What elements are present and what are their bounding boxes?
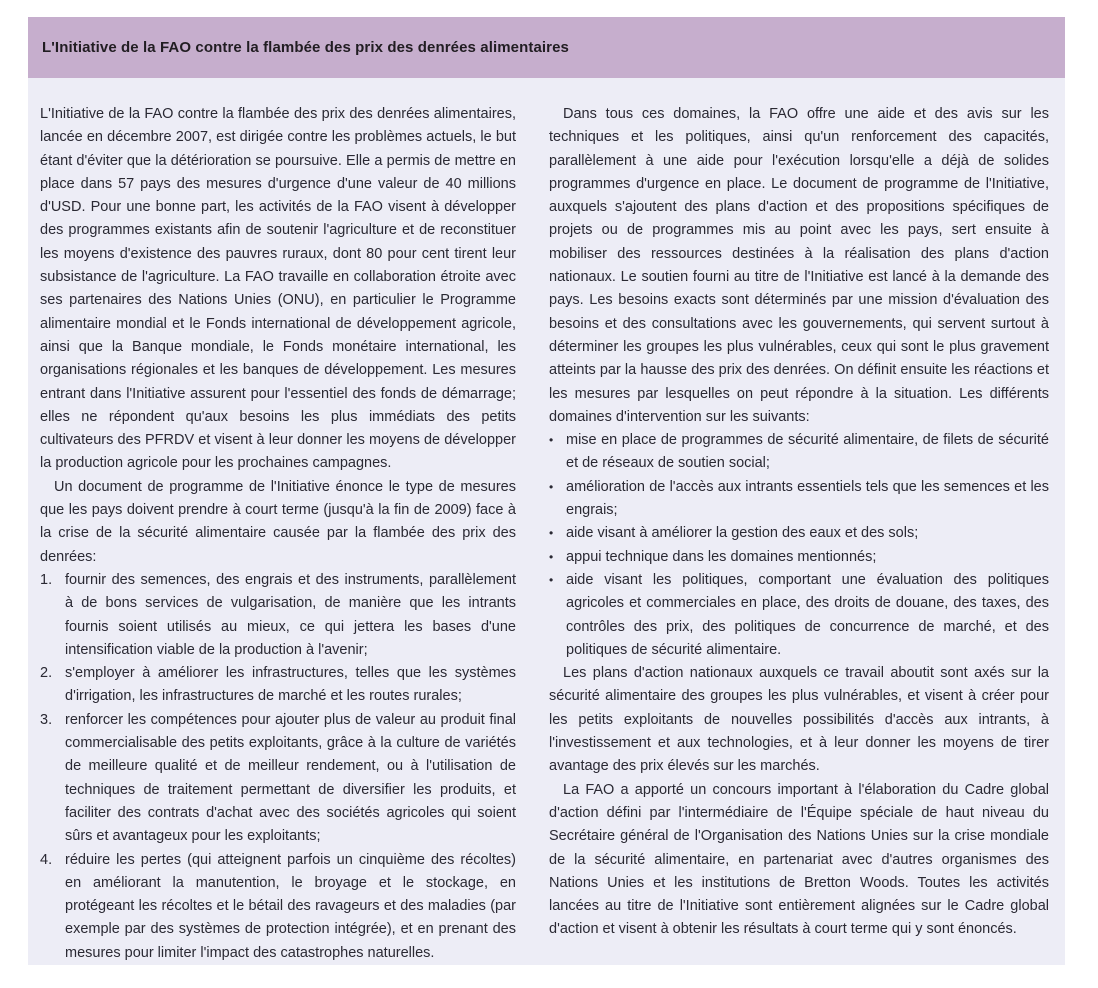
bullet-item [549,569,1049,662]
bullet-icon: • [549,479,554,494]
item-text: aide visant à améliorer la gestion des eaux et des sols; [566,525,919,542]
column-gap [516,103,549,945]
panel-title: L'Initiative de la FAO contre la flambée des prix des denrées alimentaires [42,39,569,56]
bullet-icon: • [549,433,554,448]
item-text: amélioration de l'accès aux intrants essentiels tels que les semences et les engrais; [566,478,1049,519]
item-number: 2. [40,665,53,682]
item-text: fournir des semences, des engrais et des instruments, parallèlement à de bons services de vulgarisation, de manière que les intrants fournis soient utilisés au mieux, ce qui jettera les bases d'une intensification viable de la production à l'avenir; [65,571,516,658]
right-column [549,103,1049,945]
numbered-item [40,569,516,662]
panel-body [28,78,1065,965]
item-text: réduire les pertes (qui atteignent parfois un cinquième des récoltes) en améliorant la manutention, le broyage et le stockage, en protégeant les récoltes et le bétail des ravageurs et des maladies (par exemple par des systèmes de protection intégrée), et en prenant des mesures pour limiter l'impact des catastrophes naturelles. [65,851,516,961]
item-text: appui technique dans les domaines mentionnés; [566,548,877,565]
bullet-item [549,429,1049,476]
bullet-icon: • [549,526,554,541]
item-text: mise en place de programmes de sécurité alimentaire, de filets de sécurité et de réseaux de soutien social; [566,432,1049,472]
bullet-item [549,522,1049,545]
paragraph: Les plans d'action nationaux auxquels ce travail aboutit sont axés sur la sécurité alimentaire des groupes les plus vulnérables, et visent à créer pour les petits exploitants de nouvelles possibilités d'accès aux intrants, à l'investissement et aux technologies, et à leur donner les moyens de tirer avantage des prix élevés sur les marchés. [549,665,1049,775]
item-number: 1. [40,571,53,588]
item-text: renforcer les compétences pour ajouter plus de valeur au produit final commercialisable des petits exploitants, grâce à la culture de variétés de meilleure qualité et de meilleur rendement, ou à l'utilisation de techniques de traitement permettant de diversifier les produits, et faciliter des contrats d'achat avec des sociétés agricoles qui soient sûrs et avantageux pour les exploitants; [65,711,516,845]
paragraph: La FAO a apporté un concours important à l'élaboration du Cadre global d'action défini par l'intermédiaire de l'Équipe spéciale de haut niveau du Secrétaire général de l'Organisation des Nations Unies sur la crise mondiale de la sécurité alimentaire, en partenariat avec d'autres organismes des Nations Unies et les institutions de Bretton Woods. Toutes les activités lancées au titre de l'Initiative sont entièrement alignées sur le Cadre global d'action et visent à obtenir les résultats à court terme qui y sont énoncés. [549,781,1049,938]
numbered-item [40,662,516,709]
bullet-item [549,476,1049,523]
numbered-item [40,849,516,965]
bullet-item [549,546,1049,569]
numbered-item [40,709,516,849]
item-number: 3. [40,711,53,728]
paragraph: Un document de programme de l'Initiative énonce le type de mesures que les pays doivent prendre à court terme (jusqu'à la fin de 2009) face à la crise de la sécurité alimentaire causée par la flambée des prix des denrées: [40,478,516,565]
bullet-icon: • [549,572,554,587]
fao-initiative-text-box [28,17,1065,965]
bullet-icon: • [549,549,554,564]
item-text: s'employer à améliorer les infrastructures, telles que les systèmes d'irrigation, les infrastructures de marché et les routes rurales; [65,665,516,705]
left-column [40,103,516,961]
paragraph: Dans tous ces domaines, la FAO offre une aide et des avis sur les techniques et les politiques, ainsi qu'un renforcement des capacités, parallèlement à une aide pour l'exécution lorsqu'elle a déjà de solides programmes d'urgence en place. Le document de programme de l'Initiative, auxquels s'ajoutent des plans d'action et des propositions spécifiques de projets ou de programmes mis au point avec les pays, sert ensuite à mobiliser des ressources destinées à la réalisation des plans d'action nationaux. Le soutien fourni au titre de l'Initiative est lancé à la demande des pays. Les besoins exacts sont déterminés par une mission d'évaluation des besoins et des consultations avec les gouvernements, qui servent surtout à déterminer les groupes les plus vulnérables, ceux qui sont le plus gravement atteints par la hausse des prix des denrées. On définit ensuite les réactions et les mesures par lesquelles on peut répondre à la situation. Les différents domaines d'intervention sur les suivants: [549,106,1049,425]
paragraph: L'Initiative de la FAO contre la flambée des prix des denrées alimentaires, lancée en décembre 2007, est dirigée contre les problèmes actuels, le but étant d'éviter que la détérioration se poursuive. Elle a permis de mettre en place dans 57 pays des mesures d'urgence d'une valeur de 40 millions d'USD. Pour une bonne part, les activités de la FAO visent à développer des programmes existants afin de soutenir l'agriculture et de reconstituer les moyens d'existence des pauvres ruraux, dont 80 pour cent tirent leur subsistance de l'agriculture. La FAO travaille en collaboration étroite avec ses partenaires des Nations Unies (ONU), en particulier le Programme alimentaire mondial et le Fonds international de développement agricole, ainsi que la Banque mondiale, le Fonds monétaire international, les organisations régionales et les banques de développement. Les mesures entrant dans l'Initiative assurent pour l'essentiel des fonds de démarrage; elles ne répondent qu'aux besoins les plus immédiats des petits cultivateurs des PFRDV et visent à leur donner les moyens de développer la production agricole pour les prochaines campagnes. [40,106,516,472]
item-text: aide visant les politiques, comportant une évaluation des politiques agricoles et commerciales en place, des droits de douane, des taxes, des contrôles des prix, des politiques de concurrence de marché, et des politiques de sécurité alimentaire. [566,571,1049,658]
panel-header [28,17,1065,78]
item-number: 4. [40,851,53,868]
